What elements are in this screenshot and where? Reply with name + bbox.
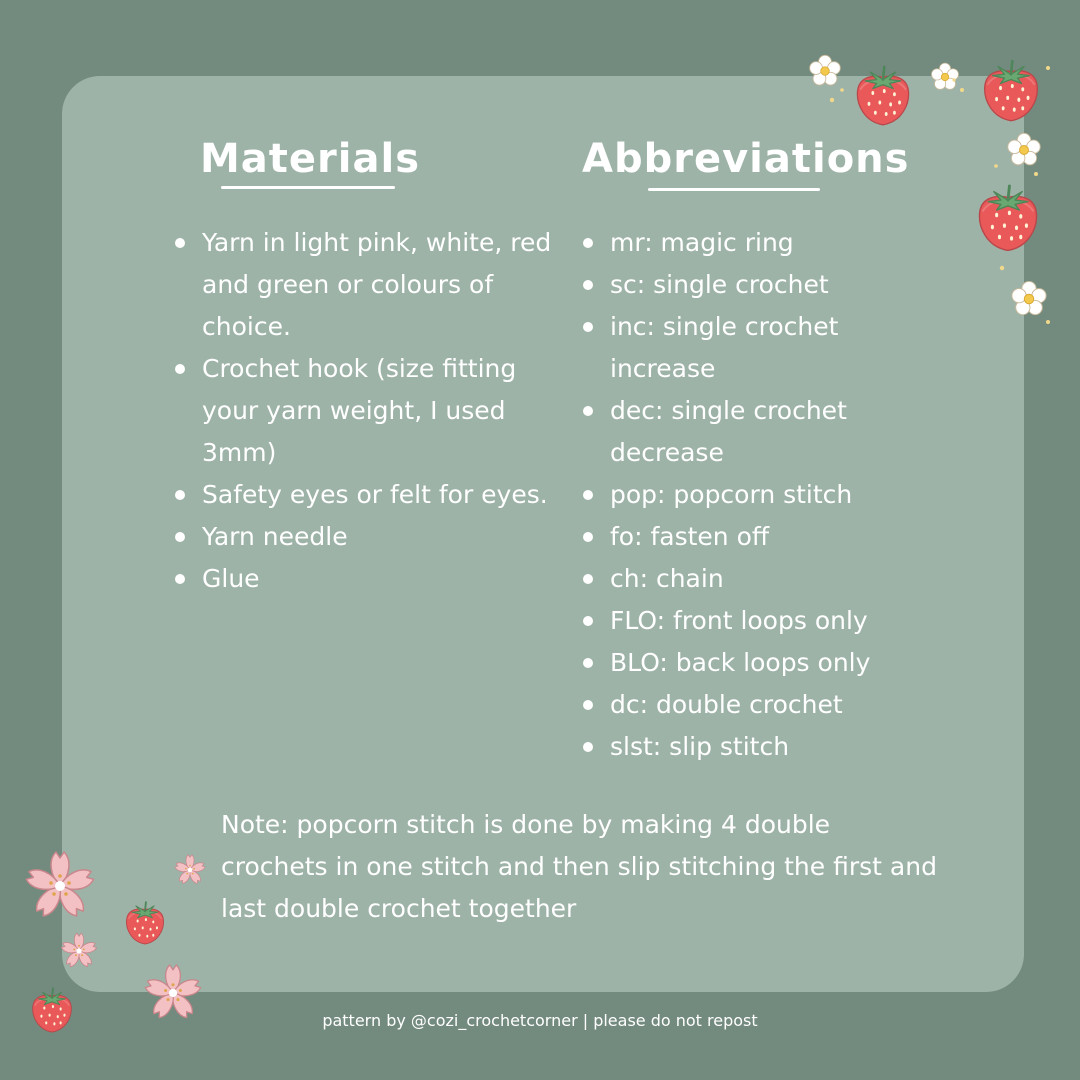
abbreviation-item: pop: popcorn stitch (580, 474, 920, 516)
materials-underline (221, 186, 395, 189)
abbreviation-item: BLO: back loops only (580, 642, 920, 684)
sparkle-dots (790, 54, 1060, 334)
footer-credit: pattern by @cozi_crochetcorner | please do not repost (322, 1011, 758, 1030)
abbreviation-item: dec: single crochet decrease (580, 390, 920, 474)
strawberry-icon (28, 980, 76, 1036)
cherry-blossom-icon (140, 960, 206, 1026)
materials-item: Glue (172, 558, 552, 600)
abbreviation-item: mr: magic ring (580, 222, 920, 264)
abbreviation-item: inc: single crochet increase (580, 306, 920, 390)
strawberry-icon (122, 892, 168, 950)
materials-item: Yarn in light pink, white, red and green or colours of choice. (172, 222, 552, 348)
abbreviation-item: dc: double crochet (580, 684, 920, 726)
materials-item: Crochet hook (size fitting your yarn weight, I used 3mm) (172, 348, 552, 474)
materials-list (172, 222, 552, 600)
cherry-blossom-icon (20, 846, 100, 926)
abbreviation-item: ch: chain (580, 558, 920, 600)
cherry-blossom-icon (172, 852, 208, 888)
abbreviation-item: slst: slip stitch (580, 726, 920, 768)
materials-item: Safety eyes or felt for eyes. (172, 474, 552, 516)
abbreviation-item: FLO: front loops only (580, 600, 920, 642)
popcorn-stitch-note: Note: popcorn stitch is done by making 4 double crochets in one stitch and then slip stitching the first and last double crochet together (221, 810, 937, 923)
cherry-blossom-icon (58, 930, 100, 972)
abbreviations-heading: Abbreviations (582, 136, 910, 182)
abbreviation-item: sc: single crochet (580, 264, 920, 306)
abbreviation-item: fo: fasten off (580, 516, 920, 558)
materials-item: Yarn needle (172, 516, 552, 558)
materials-heading: Materials (200, 136, 420, 182)
